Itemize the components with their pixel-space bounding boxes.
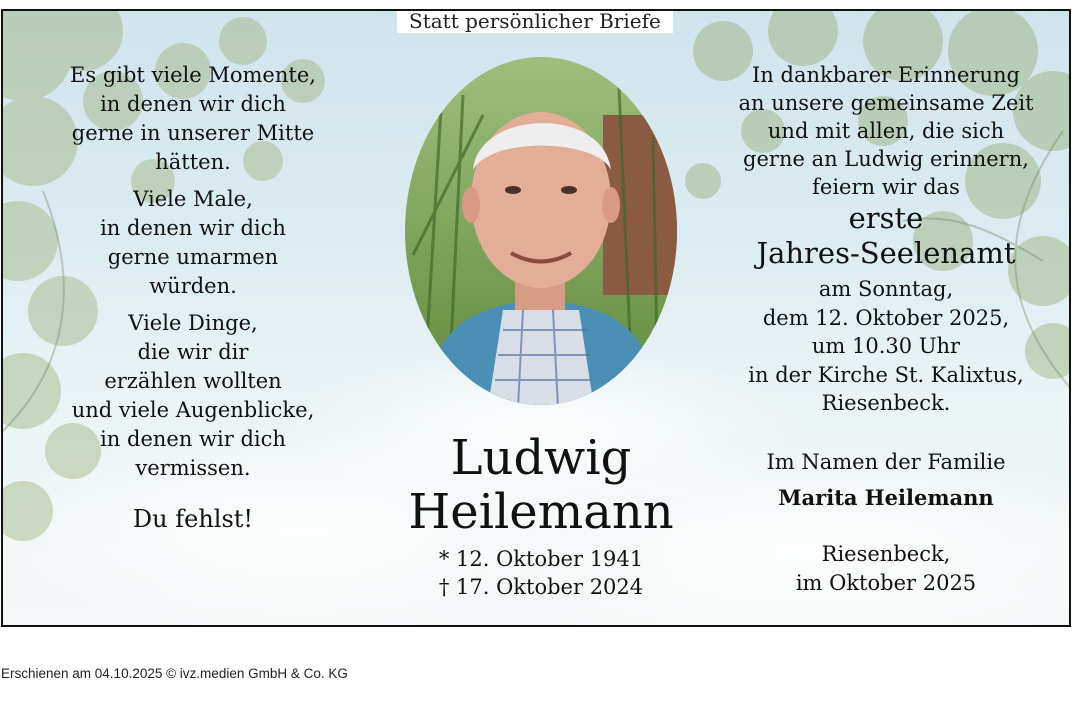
poem-line: Viele Male, (133, 187, 253, 211)
poem-line: die wir dir (137, 340, 249, 364)
last-name: Heilemann (408, 484, 674, 540)
intro-line: und mit allen, die sich (767, 119, 1005, 143)
death-date: † 17. Oktober 2024 (438, 575, 644, 599)
poem-line: Viele Dinge, (128, 311, 258, 335)
intro-line: an unsere gemeinsame Zeit (738, 91, 1034, 115)
publication-footer: Erschienen am 04.10.2025 © ivz.medien GmbH & Co. KG (1, 666, 348, 681)
detail-line: um 10.30 Uhr (811, 334, 961, 358)
poem-stanza-2 (43, 185, 343, 301)
poem-line: erzählen wollten (104, 369, 282, 393)
poem-line: in denen wir dich (100, 92, 286, 116)
poem-line: und viele Augenblicke, (71, 398, 315, 422)
birth-date: * 12. Oktober 1941 (438, 547, 644, 571)
mass-title-line: erste (848, 201, 924, 235)
intro-line: gerne an Ludwig erinnern, (743, 147, 1029, 171)
detail-line: Riesenbeck. (821, 391, 951, 415)
mass-details (725, 275, 1047, 418)
mass-title (725, 201, 1047, 271)
detail-line: am Sonntag, (818, 277, 954, 301)
first-name: Ludwig (450, 430, 632, 486)
poem-stanza-1 (43, 61, 343, 177)
portrait-photo (403, 55, 679, 407)
detail-line: dem 12. Oktober 2025, (762, 305, 1010, 330)
place-line: im Oktober 2025 (795, 570, 977, 595)
poem-line: Es gibt viele Momente, (70, 63, 316, 87)
poem-line: gerne umarmen (107, 245, 279, 269)
mass-title-line: Jahres-Seelenamt (756, 236, 1016, 270)
family-lead: Im Namen der Familie (766, 449, 1006, 474)
right-announcement (725, 61, 1047, 598)
poem-line: vermissen. (135, 456, 251, 480)
poem-line: in denen wir dich (100, 427, 286, 451)
intro-line: In dankbarer Erinnerung (752, 63, 1020, 87)
poem-line: würden. (149, 274, 237, 298)
left-poem (43, 61, 343, 542)
poem-stanza-3 (43, 309, 343, 483)
family-name: Marita Heilemann (778, 484, 994, 510)
life-dates (383, 545, 699, 601)
deceased-block (383, 431, 699, 601)
farewell-text: Du fehlst! (132, 505, 254, 533)
detail-line: in der Kirche St. Kalixtus, (748, 362, 1024, 387)
header-label: Statt persönlicher Briefe (397, 9, 673, 33)
poem-line: in denen wir dich (100, 216, 286, 240)
place-date (725, 540, 1047, 598)
obituary-card (1, 9, 1071, 627)
poem-line: hätten. (155, 150, 231, 174)
intro-text (725, 61, 1047, 201)
intro-line: feiern wir das (812, 175, 960, 199)
poem-line: gerne in unserer Mitte (71, 121, 315, 145)
place-line: Riesenbeck, (821, 541, 951, 566)
